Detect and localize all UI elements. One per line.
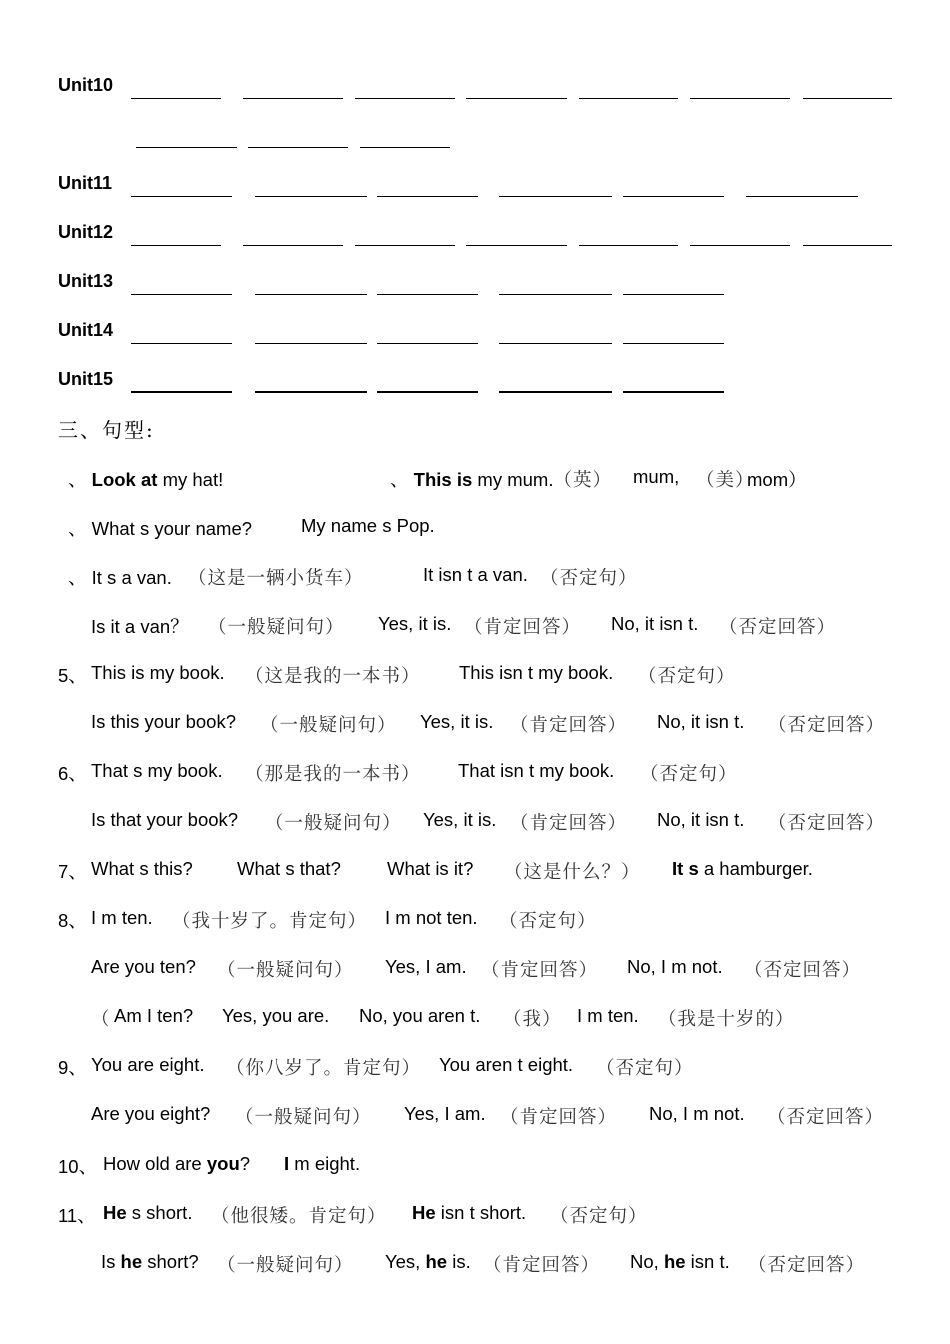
unit10-blank[interactable] (579, 98, 678, 99)
sentence-9a-note: （你八岁了。肯定句） (226, 1057, 422, 1078)
sentence-8b-note: （否定句） (499, 910, 597, 931)
sentence-6d-note: （肯定回答） (510, 812, 628, 833)
unit13-blank[interactable] (131, 294, 232, 295)
unit11-blank[interactable] (746, 196, 858, 197)
sentence-11e: No, he isn t. (630, 1251, 730, 1272)
sentence-6d: Yes, it is. (423, 809, 497, 830)
sentence-5b: This isn t my book. (459, 662, 614, 683)
unit12-blank[interactable] (355, 245, 455, 246)
sentence-8f: Am I ten? (114, 1005, 194, 1026)
unit10-label: Unit10 (58, 75, 114, 95)
sentence-8a-note: （我十岁了。肯定句） (172, 910, 368, 931)
sentence-8g: Yes, you are. (222, 1005, 330, 1026)
sentence-3e-note: （否定回答） (719, 616, 837, 637)
unit14-blank[interactable] (255, 343, 367, 344)
sentence-6b: That isn t my book. (458, 760, 615, 781)
sentence-8h-note: （我） (503, 1008, 562, 1029)
sentence-5a-note: （这是我的一本书） (245, 665, 421, 686)
sentence-9b-note: （否定句） (596, 1057, 694, 1078)
sentence-11c: Is he short? (101, 1251, 199, 1272)
sentence-5c-note: （一般疑问句） (260, 714, 397, 735)
sentence-1b-mom: mom） (747, 469, 807, 490)
sentence-9a: You are eight. (91, 1054, 205, 1075)
sentence-8c: Are you ten? (91, 956, 196, 977)
sentence-11a-note: （他很矮。肯定句） (211, 1205, 387, 1226)
unit13-blank[interactable] (499, 294, 612, 295)
unit14-blank[interactable] (131, 343, 232, 344)
sentence-5c: Is this your book? (91, 711, 236, 732)
unit12-blank[interactable] (690, 245, 790, 246)
item-number-6: 6、 (58, 763, 87, 784)
sentence-3b: It isn t a van. (423, 564, 528, 585)
unit10-blank[interactable] (466, 98, 567, 99)
unit10-blank[interactable] (690, 98, 790, 99)
sentence-11b-note: （否定句） (550, 1205, 648, 1226)
sentence-3a: 、 It s a van. (68, 567, 172, 588)
sentence-8e-note: （否定回答） (744, 959, 862, 980)
unit13-blank[interactable] (255, 294, 367, 295)
sentence-6a: That s my book. (91, 760, 223, 781)
sentence-2a: 、 What s your name? (68, 518, 253, 539)
unit11-blank[interactable] (131, 196, 232, 197)
unit13-blank[interactable] (377, 294, 478, 295)
sentence-3c-note: （一般疑问句） (208, 616, 345, 637)
unit14-blank[interactable] (623, 343, 724, 344)
sentence-3d-note: （肯定回答） (464, 616, 582, 637)
unit15-blank[interactable] (255, 391, 367, 393)
sentence-5d-note: （肯定回答） (510, 714, 628, 735)
sentence-3e: No, it isn t. (611, 613, 699, 634)
unit10-blank[interactable] (243, 98, 343, 99)
unit13-label: Unit13 (58, 271, 114, 291)
sentence-7b: What s that? (237, 858, 341, 879)
sentence-2b: My name s Pop. (301, 515, 435, 536)
sentence-3a-note: （这是一辆小货车） (188, 567, 364, 588)
sentence-8i-note: （我是十岁的） (658, 1008, 795, 1029)
sentence-10b: I m eight. (284, 1153, 361, 1174)
unit15-label: Unit15 (58, 369, 114, 389)
sentence-11c-note: （一般疑问句） (217, 1254, 354, 1275)
unit15-blank[interactable] (377, 391, 478, 393)
unit12-blank[interactable] (803, 245, 892, 246)
sentence-11b: He isn t short. (412, 1202, 527, 1223)
unit15-blank[interactable] (131, 391, 232, 393)
sentence-1b-mum: mum, (633, 466, 680, 487)
unit14-blank[interactable] (499, 343, 612, 344)
unit12-blank[interactable] (466, 245, 567, 246)
sentence-9d: Yes, I am. (404, 1103, 486, 1124)
sentence-8d: Yes, I am. (385, 956, 467, 977)
unit10-blank[interactable] (360, 147, 450, 148)
sentence-3b-note: （否定句） (540, 567, 638, 588)
item-number-11: 11、 (58, 1205, 96, 1226)
sentence-7d: It s a hamburger. (672, 858, 813, 879)
sentence-8i: I m ten. (577, 1005, 639, 1026)
sentence-11a: He s short. (103, 1202, 193, 1223)
sentence-1b: 、 This is my mum.（英） (390, 469, 612, 490)
unit12-blank[interactable] (243, 245, 343, 246)
sentence-9e: No, I m not. (649, 1103, 745, 1124)
sentence-11d-note: （肯定回答） (483, 1254, 601, 1275)
unit10-blank[interactable] (136, 147, 237, 148)
sentence-7c: What is it? (387, 858, 474, 879)
item-number-9: 9、 (58, 1057, 87, 1078)
sentence-8c-note: （一般疑问句） (217, 959, 354, 980)
sentence-9c: Are you eight? (91, 1103, 211, 1124)
unit11-blank[interactable] (499, 196, 612, 197)
unit12-blank[interactable] (579, 245, 678, 246)
unit15-blank[interactable] (499, 391, 612, 393)
unit12-label: Unit12 (58, 222, 114, 242)
item-number-7: 7、 (58, 861, 87, 882)
unit11-blank[interactable] (255, 196, 367, 197)
item-number-5: 5、 (58, 665, 87, 686)
sentence-6a-note: （那是我的一本书） (245, 763, 421, 784)
sentence-6b-note: （否定句） (640, 763, 738, 784)
unit10-blank[interactable] (355, 98, 455, 99)
sentence-7c-note: （这是什么？） (504, 861, 641, 882)
sentence-6e: No, it isn t. (657, 809, 745, 830)
sentence-10a: How old are you? (103, 1153, 251, 1174)
sentence-3c: Is it a van？ (91, 616, 189, 637)
sentence-8a: I m ten. (91, 907, 153, 928)
sentence-8d-note: （肯定回答） (481, 959, 599, 980)
sentence-11d: Yes, he is. (385, 1251, 471, 1272)
sentence-11e-note: （否定回答） (748, 1254, 866, 1275)
sentence-5a: This is my book. (91, 662, 225, 683)
sentence-1b-us: （美） (696, 469, 755, 490)
sentence-8b: I m not ten. (385, 907, 478, 928)
sentence-3d: Yes, it is. (378, 613, 452, 634)
section-title: 三、句型: (58, 418, 155, 442)
unit14-blank[interactable] (377, 343, 478, 344)
unit11-label: Unit11 (58, 173, 113, 193)
sentence-9d-note: （肯定回答） (500, 1106, 618, 1127)
unit11-blank[interactable] (377, 196, 478, 197)
unit13-blank[interactable] (623, 294, 724, 295)
unit10-blank[interactable] (248, 147, 348, 148)
sentence-9b: You aren t eight. (439, 1054, 574, 1075)
sentence-5e: No, it isn t. (657, 711, 745, 732)
unit10-blank[interactable] (131, 98, 221, 99)
sentence-9c-note: （一般疑问句） (235, 1106, 372, 1127)
sentence-6c-note: （一般疑问句） (265, 812, 402, 833)
sentence-6e-note: （否定回答） (768, 812, 886, 833)
unit12-blank[interactable] (131, 245, 221, 246)
sentence-5d: Yes, it is. (420, 711, 494, 732)
unit11-blank[interactable] (623, 196, 724, 197)
sentence-8e: No, I m not. (627, 956, 723, 977)
item-number-8: 8、 (58, 910, 87, 931)
sentence-5e-note: （否定回答） (768, 714, 886, 735)
sentence-8f-note: （ (91, 1008, 111, 1029)
item-number-10: 10、 (58, 1156, 98, 1177)
sentence-9e-note: （否定回答） (767, 1106, 885, 1127)
sentence-1a: 、 Look at my hat! (68, 469, 224, 490)
sentence-6c: Is that your book? (91, 809, 239, 830)
sentence-7a: What s this? (91, 858, 193, 879)
unit10-blank[interactable] (803, 98, 892, 99)
sentence-5b-note: （否定句） (638, 665, 736, 686)
unit15-blank[interactable] (623, 391, 724, 393)
unit14-label: Unit14 (58, 320, 114, 340)
sentence-8h: No, you aren t. (359, 1005, 481, 1026)
